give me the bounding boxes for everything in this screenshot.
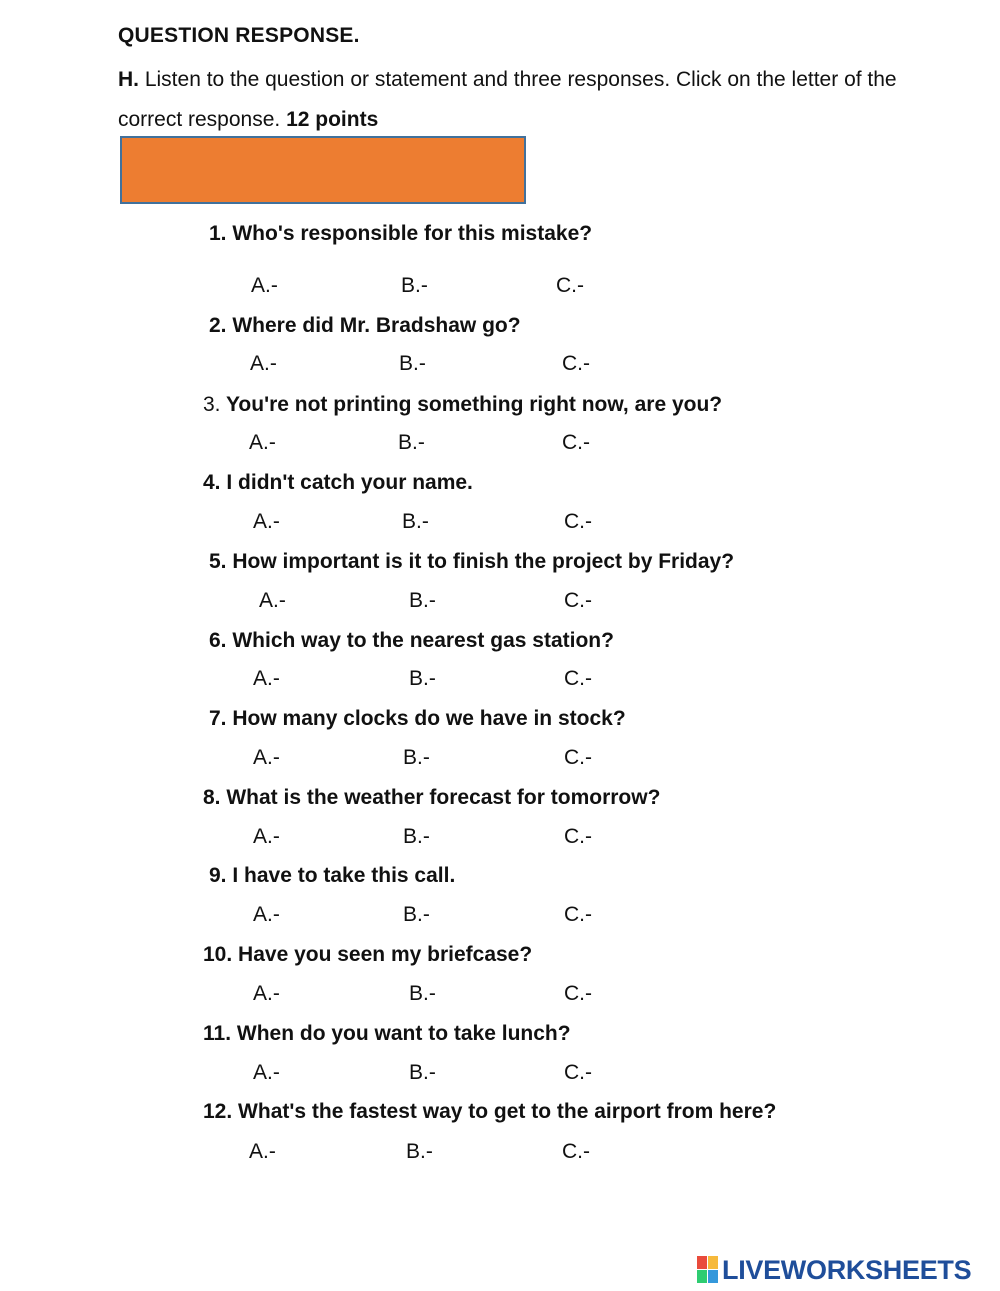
instruction-text: Listen to the question or statement and three responses. Click on the letter of the correct response. xyxy=(118,68,897,131)
q2-option-b[interactable]: B.- xyxy=(399,352,426,375)
logo-block-1 xyxy=(697,1256,707,1269)
q10-option-c[interactable]: C.- xyxy=(564,982,592,1005)
question-text: Where did Mr. Bradshaw go? xyxy=(232,314,521,337)
question-7 xyxy=(209,707,626,731)
audio-player[interactable] xyxy=(120,136,526,204)
question-text: How important is it to finish the project by Friday? xyxy=(232,550,735,573)
question-number: 5. xyxy=(209,550,227,573)
q11-option-c[interactable]: C.- xyxy=(564,1061,592,1084)
q12-option-a[interactable]: A.- xyxy=(249,1140,276,1163)
question-4 xyxy=(203,471,473,495)
logo-block-2 xyxy=(708,1256,718,1269)
question-3 xyxy=(203,393,722,417)
q12-option-c[interactable]: C.- xyxy=(562,1140,590,1163)
logo-block-4 xyxy=(708,1270,718,1283)
q11-option-b[interactable]: B.- xyxy=(409,1061,436,1084)
q5-option-c[interactable]: C.- xyxy=(564,589,592,612)
question-text: I didn't catch your name. xyxy=(226,471,473,494)
q4-option-c[interactable]: C.- xyxy=(564,510,592,533)
question-text: How many clocks do we have in stock? xyxy=(232,707,626,730)
q8-option-b[interactable]: B.- xyxy=(403,825,430,848)
q9-option-b[interactable]: B.- xyxy=(403,903,430,926)
question-number: 3. xyxy=(203,393,221,416)
logo-block-3 xyxy=(697,1270,707,1283)
question-number: 11. xyxy=(203,1022,232,1045)
question-12 xyxy=(203,1100,776,1124)
question-text: I have to take this call. xyxy=(232,864,456,887)
q8-option-c[interactable]: C.- xyxy=(564,825,592,848)
question-number: 9. xyxy=(209,864,227,887)
points-label: 12 points xyxy=(286,108,379,131)
question-5 xyxy=(209,550,734,574)
question-1 xyxy=(209,222,592,246)
question-number: 7. xyxy=(209,707,227,730)
question-text: Have you seen my briefcase? xyxy=(238,943,533,966)
question-number: 12. xyxy=(203,1100,233,1123)
question-number: 2. xyxy=(209,314,227,337)
question-number: 6. xyxy=(209,629,227,652)
instruction-label: H. xyxy=(118,68,139,91)
logo-icon xyxy=(697,1256,719,1284)
question-10 xyxy=(203,943,532,967)
question-text: What's the fastest way to get to the airport from here? xyxy=(238,1100,777,1123)
question-2 xyxy=(209,314,521,338)
question-number: 4. xyxy=(203,471,221,494)
q4-option-b[interactable]: B.- xyxy=(402,510,429,533)
q7-option-a[interactable]: A.- xyxy=(253,746,280,769)
q1-option-a[interactable]: A.- xyxy=(251,274,278,297)
q1-option-b[interactable]: B.- xyxy=(401,274,428,297)
q2-option-c[interactable]: C.- xyxy=(562,352,590,375)
q5-option-b[interactable]: B.- xyxy=(409,589,436,612)
q12-option-b[interactable]: B.- xyxy=(406,1140,433,1163)
q3-option-c[interactable]: C.- xyxy=(562,431,590,454)
q8-option-a[interactable]: A.- xyxy=(253,825,280,848)
logo-text: LIVEWORKSHEETS xyxy=(722,1254,972,1285)
q9-option-a[interactable]: A.- xyxy=(253,903,280,926)
q2-option-a[interactable]: A.- xyxy=(250,352,277,375)
q7-option-c[interactable]: C.- xyxy=(564,746,592,769)
q10-option-a[interactable]: A.- xyxy=(253,982,280,1005)
question-text: What is the weather forecast for tomorrow? xyxy=(226,786,661,809)
q1-option-c[interactable]: C.- xyxy=(556,274,584,297)
q3-option-b[interactable]: B.- xyxy=(398,431,425,454)
question-number: 10. xyxy=(203,943,233,966)
question-text: You're not printing something right now, are you? xyxy=(225,393,723,416)
question-text: Which way to the nearest gas station? xyxy=(232,629,614,652)
q9-option-c[interactable]: C.- xyxy=(564,903,592,926)
q6-option-a[interactable]: A.- xyxy=(253,667,280,690)
q11-option-a[interactable]: A.- xyxy=(253,1061,280,1084)
q6-option-c[interactable]: C.- xyxy=(564,667,592,690)
question-11 xyxy=(203,1022,571,1046)
q3-option-a[interactable]: A.- xyxy=(249,431,276,454)
question-8 xyxy=(203,786,660,810)
question-number: 8. xyxy=(203,786,221,809)
q5-option-a[interactable]: A.- xyxy=(259,589,286,612)
question-9 xyxy=(209,864,455,888)
question-text: Who's responsible for this mistake? xyxy=(232,222,593,245)
q7-option-b[interactable]: B.- xyxy=(403,746,430,769)
q4-option-a[interactable]: A.- xyxy=(253,510,280,533)
question-6 xyxy=(209,629,614,653)
liveworksheets-logo xyxy=(697,1254,971,1286)
instructions xyxy=(118,60,958,140)
section-heading: QUESTION RESPONSE. xyxy=(118,24,360,47)
question-number: 1. xyxy=(209,222,227,245)
q6-option-b[interactable]: B.- xyxy=(409,667,436,690)
q10-option-b[interactable]: B.- xyxy=(409,982,436,1005)
question-text: When do you want to take lunch? xyxy=(236,1022,571,1045)
